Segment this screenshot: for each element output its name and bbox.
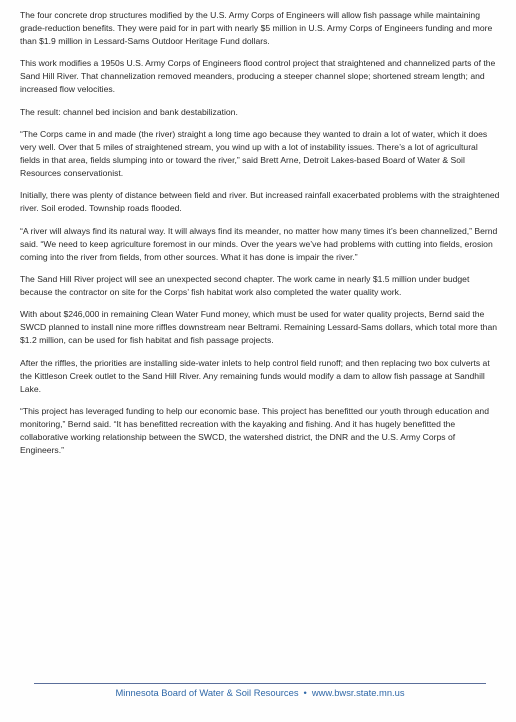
paragraph-7: The Sand Hill River project will see an unexpected second chapter. The work came in nearly $1.5 million under budget because the contractor on site for the Corps’ fish habitat work also completed the water quality work. [20, 274, 470, 297]
footer-website-link[interactable]: www.bwsr.state.mn.us [311, 687, 405, 698]
page-footer [34, 686, 486, 700]
footer-separator: • [303, 687, 307, 698]
paragraph-9: After the riffles, the priorities are installing side-water inlets to help control field runoff; and then replacing two box culverts at the Kittleson Creek outlet to the Sand Hill River. Any remaining funds would modify a dam to allow fish passage at Sandhill Lake. [20, 357, 490, 394]
paragraph-8: With about $246,000 in remaining Clean Water Fund money, which must be used for water quality projects, Bernd said the SWCD planned to install nine more riffles downstream near Beltrami. Remaining Lessard-Sams dollars, which total more than $1.2 million, can be used for fish habitat and fish passage projects. [20, 309, 498, 346]
paragraph-4: “The Corps came in and made (the river) straight a long time ago because they wanted to drain a lot of water, which it does very well. Over that 5 miles of straightened stream, you wind up with a lot of instability issues. There’s a lot of agricultural fields in that area, fields slumping into or toward the river,” said Brett Arne, Detroit Lakes-based Board of Water & Soil Resources conservationist. [20, 129, 488, 178]
paragraph-6: “A river will always find its natural way. It will always find its meander, no matter how many times it’s been channelized,” Bernd said. “We need to keep agriculture foremost in our minds. Over the years we’ve had problems with cutting into fields, erosion coming into the river from fields, from other sources. What it has done is impair the river.” [20, 225, 498, 262]
paragraph-5: Initially, there was plenty of distance between field and river. But increased rainfall exacerbated problems with the straightened river. Soil eroded. Township roads flooded. [20, 190, 500, 214]
article-body [20, 9, 500, 466]
paragraph-10: “This project has leveraged funding to help our economic base. This project has benefitted our youth through education and monitoring,” Bernd said. “It has benefitted recreation with the kayaking and fishing. And it has hugely benefitted the collaborative working relationship between the SWCD, the watershed district, the DNR and the U.S. Army Corps of Engineers.” [20, 406, 489, 455]
paragraph-1: The four concrete drop structures modified by the U.S. Army Corps of Engineers will allow fish passage while maintaining grade-reduction benefits. They were paid for in part with nearly $5 million in U.S. Army Corps of Engineers funding and more than $1.9 million in Lessard-Sams Outdoor Heritage Fund dollars. [20, 10, 493, 46]
footer-organization: Minnesota Board of Water & Soil Resources [115, 687, 299, 698]
paragraph-2: This work modifies a 1950s U.S. Army Corps of Engineers flood control project that straightened and channelized parts of the Sand Hill River. That channelization removed meanders, producing a steeper channel slope; shortened stream length; and increased flow velocities. [20, 58, 496, 95]
footer-divider [34, 683, 486, 684]
paragraph-3: The result: channel bed incision and bank destabilization. [20, 106, 238, 117]
